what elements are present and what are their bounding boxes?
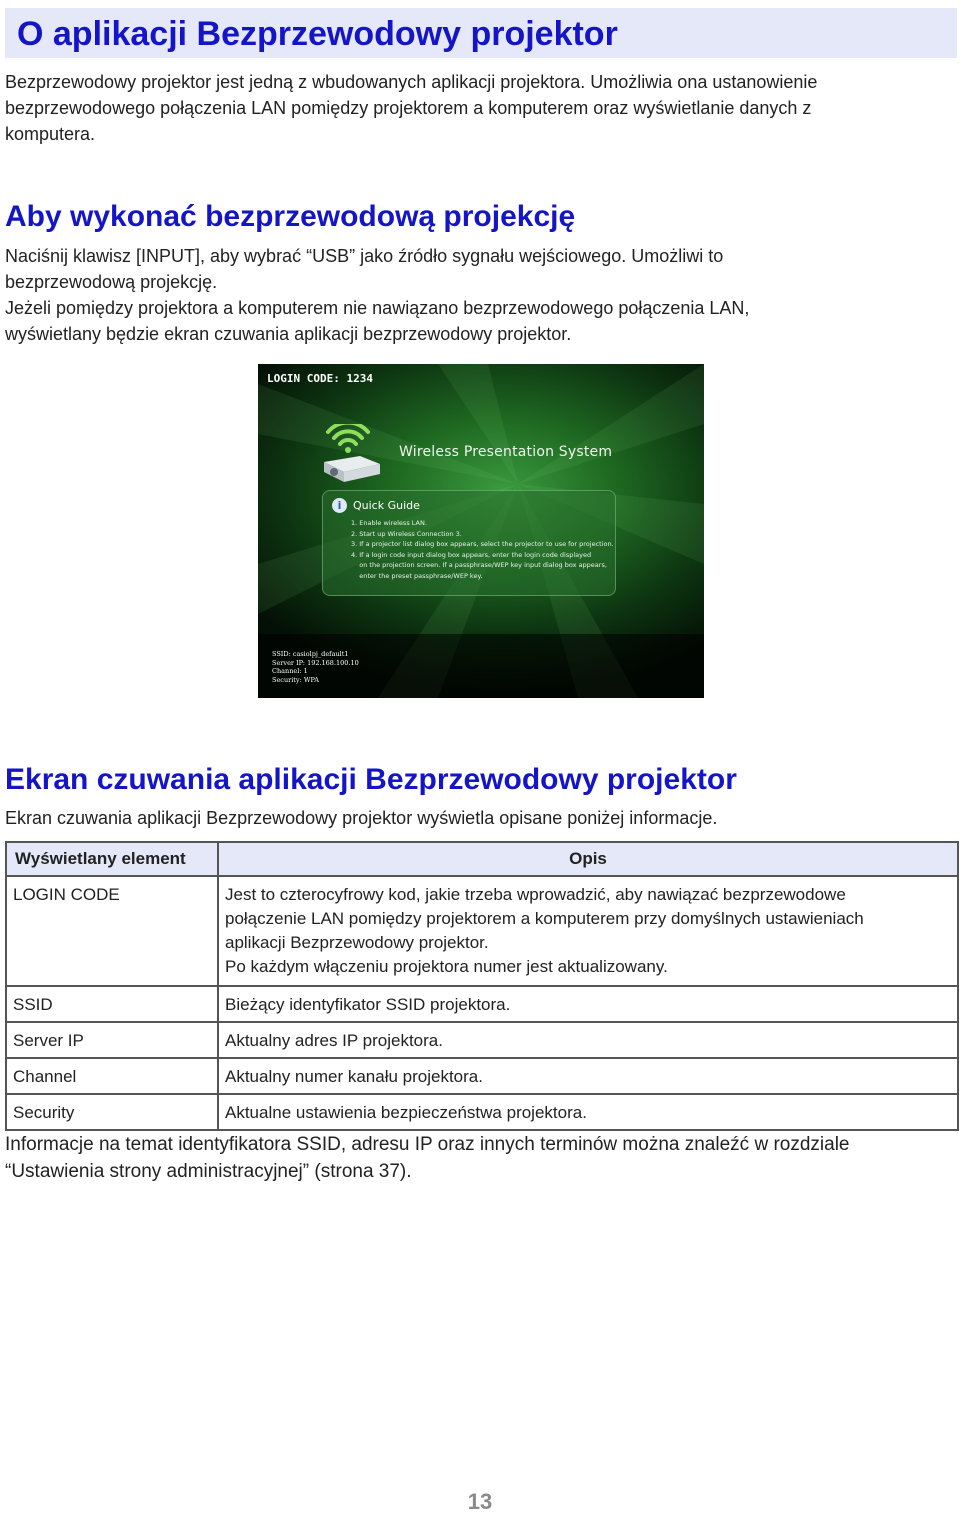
intro-line: bezprzewodowego połączenia LAN pomiędzy projektorem a komputerem oraz wyświetlanie danych z — [5, 98, 812, 118]
quick-guide-steps — [351, 518, 614, 581]
description-line: Po każdym włączeniu projektora numer jest aktualizowany. — [225, 957, 668, 976]
element-cell: SSID — [6, 986, 218, 1022]
description-line: Jest to czterocyfrowy kod, jakie trzeba wprowadzić, aby nawiązać bezprzewodowe — [225, 885, 846, 904]
paragraph-line: “Ustawienia strony administracyjnej” (strona 37). — [5, 1161, 412, 1182]
system-title: Wireless Presentation System — [399, 444, 613, 460]
info-icon: i — [332, 498, 347, 513]
paragraph-line: Jeżeli pomiędzy projektora a komputerem nie nawiązano bezprzewodowego połączenia LAN, — [5, 298, 750, 318]
intro-line: komputera. — [5, 124, 96, 144]
paragraph-line: Ekran czuwania aplikacji Bezprzewodowy projektor wyświetla opisane poniżej informacje. — [5, 808, 718, 828]
guide-step: enter the preset passphrase/WEP key. — [351, 571, 483, 580]
column-header-element: Wyświetlany element — [6, 842, 218, 876]
table-row — [6, 1094, 958, 1130]
footer-note — [5, 1131, 955, 1185]
paragraph-line: wyświetlany będzie ekran czuwania aplikacji bezprzewodowy projektor. — [5, 324, 572, 344]
paragraph-line: Informacje na temat identyfikatora SSID, adresu IP oraz innych terminów można znaleźć w rozdziale — [5, 1134, 850, 1155]
description-line: Aktualne ustawienia bezpieczeństwa projektora. — [225, 1103, 587, 1122]
table-header-row — [6, 842, 958, 876]
network-info-line: Channel: 1 — [272, 667, 308, 675]
description-line: Aktualny adres IP projektora. — [225, 1031, 443, 1050]
description-line: Aktualny numer kanału projektora. — [225, 1067, 483, 1086]
section-heading-projection: Aby wykonać bezprzewodową projekcję — [5, 200, 576, 233]
projection-paragraph-1 — [5, 243, 955, 295]
table-row — [6, 1022, 958, 1058]
table-row — [6, 1058, 958, 1094]
table-row — [6, 876, 958, 986]
guide-step: 3. If a projector list dialog box appears, select the projector to use for projection. — [351, 540, 614, 548]
guide-step: 1. Enable wireless LAN. — [351, 519, 427, 527]
quick-guide-panel — [322, 490, 616, 596]
description-line: Bieżący identyfikator SSID projektora. — [225, 995, 511, 1014]
element-cell: LOGIN CODE — [6, 876, 218, 986]
network-info-line: Server IP: 192.168.100.10 — [272, 658, 359, 667]
network-info-line: SSID: casiolpj_default1 — [272, 650, 349, 658]
network-info — [272, 650, 359, 684]
page-number: 13 — [467, 1489, 493, 1514]
column-header-description: Opis — [218, 842, 958, 876]
element-cell: Channel — [6, 1058, 218, 1094]
standby-screen-image — [258, 364, 704, 698]
section-heading-standby: Ekran czuwania aplikacji Bezprzewodowy projektor — [5, 763, 737, 796]
description-line: aplikacji Bezprzewodowy projektor. — [225, 933, 489, 952]
quick-guide-title: Quick Guide — [353, 499, 420, 512]
projector-wifi-icon — [310, 424, 390, 486]
guide-step: 2. Start up Wireless Connection 3. — [351, 529, 462, 538]
description-cell — [218, 1022, 958, 1058]
description-cell — [218, 876, 958, 986]
intro-paragraph — [5, 69, 955, 147]
paragraph-line: bezprzewodową projekcję. — [5, 272, 218, 292]
description-cell — [218, 1094, 958, 1130]
element-cell: Server IP — [6, 1022, 218, 1058]
login-code-label: LOGIN CODE: 1234 — [267, 372, 373, 385]
projection-paragraph-2 — [5, 295, 955, 347]
guide-step: on the projection screen. If a passphrase/WEP key input dialog box appears, — [351, 561, 607, 569]
description-line: połączenie LAN pomiędzy projektorem a komputerem przy domyślnych ustawieniach — [225, 909, 864, 928]
page-title: O aplikacji Bezprzewodowy projektor — [17, 15, 618, 53]
element-cell: Security — [6, 1094, 218, 1130]
standby-intro — [5, 805, 955, 831]
description-cell — [218, 1058, 958, 1094]
paragraph-line: Naciśnij klawisz [INPUT], aby wybrać “USB” jako źródło sygnału wejściowego. Umożliwi to — [5, 246, 724, 266]
guide-step: 4. If a login code input dialog box appears, enter the login code displayed — [351, 550, 592, 559]
table-row — [6, 986, 958, 1022]
intro-line: Bezprzewodowy projektor jest jedną z wbudowanych aplikacji projektora. Umożliwia ona ustanowienie — [5, 72, 818, 92]
page-title-band — [5, 8, 957, 58]
info-table — [5, 841, 959, 1131]
description-cell — [218, 986, 958, 1022]
network-info-line: Security: WPA — [272, 675, 320, 684]
